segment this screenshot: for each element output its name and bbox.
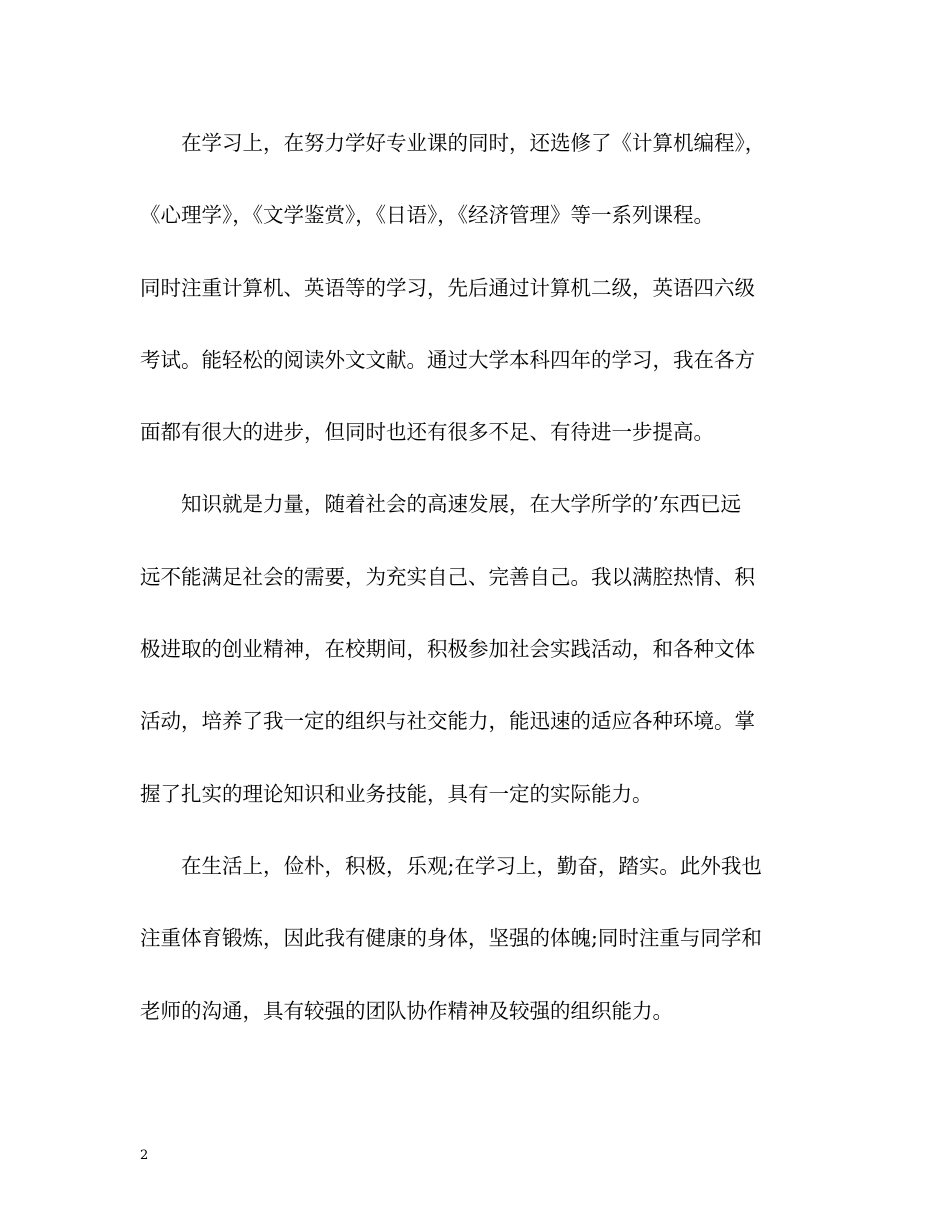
page-number: 2: [140, 1148, 149, 1163]
text-line: 考试。能轻松的阅读外文文献。通过大学本科四年的学习，我在各方: [140, 347, 755, 372]
text-line: 极进取的创业精神，在校期间，积极参加社会实践活动，和各种文体: [140, 637, 755, 662]
text-line: 活动，培养了我一定的组织与社交能力，能迅速的适应各种环境。掌: [140, 709, 755, 734]
text-line: 同时注重计算机、英语等的学习，先后通过计算机二级，英语四六级: [140, 275, 755, 300]
text-line: 面都有很大的进步，但同时也还有很多不足、有待进一步提高。: [140, 420, 714, 445]
text-line: 远不能满足社会的需要，为充实自己、完善自己。我以满腔热情、积: [140, 564, 755, 589]
text-line: 握了扎实的理论知识和业务技能，具有一定的实际能力。: [140, 781, 653, 806]
text-line: 在生活上，俭朴，积极，乐观;在学习上，勤奋，踏实。此外我也: [181, 853, 762, 878]
text-line: 老师的沟通，具有较强的团队协作精神及较强的组织能力。: [140, 998, 673, 1023]
text-line: 在学习上，在努力学好专业课的同时，还选修了《计算机编程》，: [181, 131, 766, 155]
text-line: 注重体育锻炼，因此我有健康的身体，坚强的体魄;同时注重与同学和: [140, 926, 762, 951]
text-line: 《心理学》，《文学鉴赏》，《日语》，《经济管理》等一系列课程。: [140, 203, 714, 228]
body-text: [140, 121, 820, 1061]
text-line: 知识就是力量，随着社会的高速发展，在大学所学的’东西已远: [181, 492, 742, 517]
